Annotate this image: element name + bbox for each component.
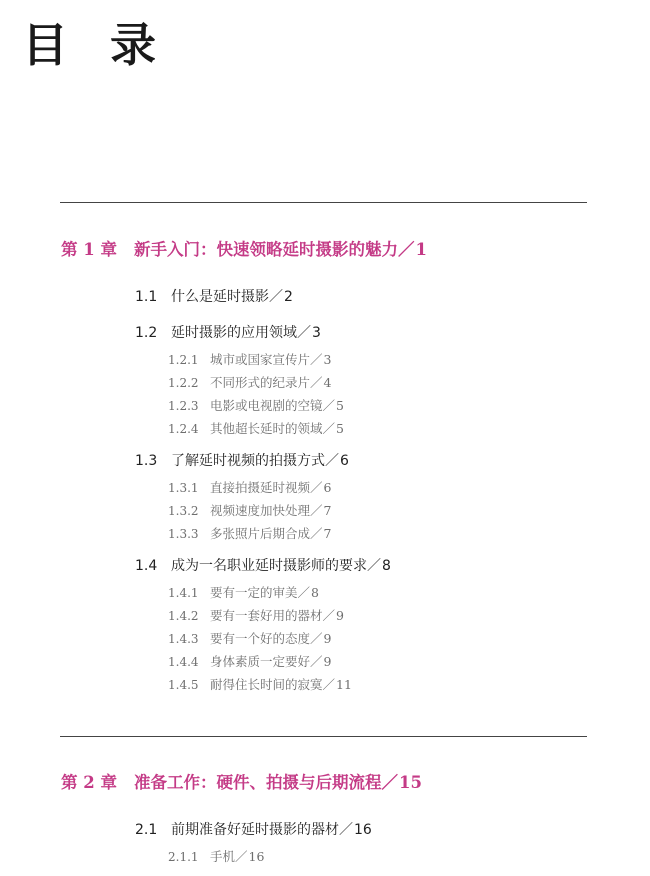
subsection-title: 不同形式的纪录片 [210, 375, 311, 390]
separator: ／ [297, 585, 311, 600]
subsection-number: 1.3.1 [168, 481, 199, 495]
chapter-title: 准备工作：硬件、拍摄与后期流程 [134, 773, 382, 792]
toc-section[interactable] [135, 287, 293, 307]
subsection-title: 多张照片后期合成 [210, 526, 311, 541]
separator: ／ [310, 503, 323, 518]
subsection-number: 1.2.4 [168, 422, 199, 436]
separator: ／ [322, 608, 336, 623]
separator: ／ [367, 558, 381, 574]
subsection-page: 7 [323, 526, 332, 541]
separator: ／ [322, 421, 336, 436]
subsection-number: 1.2.2 [168, 376, 199, 390]
separator: ／ [339, 822, 353, 838]
section-number: 2.1 [135, 822, 158, 838]
toc-section[interactable] [135, 323, 321, 343]
toc-subsection[interactable] [168, 397, 344, 415]
subsection-page: 6 [323, 480, 332, 495]
section-title: 什么是延时摄影 [171, 289, 269, 305]
section-page: 2 [284, 289, 293, 305]
toc-subsection[interactable] [168, 653, 331, 671]
subsection-page: 4 [323, 375, 332, 390]
section-title: 了解延时视频的拍摄方式 [171, 453, 325, 469]
subsection-number: 1.4.5 [168, 678, 199, 692]
toc-subsection[interactable] [168, 420, 344, 438]
separator: ／ [398, 240, 415, 259]
subsection-title: 手机 [210, 849, 236, 864]
toc-subsection[interactable] [168, 630, 331, 648]
separator: ／ [310, 631, 323, 646]
separator: ／ [310, 480, 323, 495]
chapter-divider [60, 202, 587, 203]
separator: ／ [310, 352, 323, 367]
subsection-title: 视频速度加快处理 [210, 503, 311, 518]
toc-subsection[interactable] [168, 848, 264, 866]
subsection-page: 16 [248, 849, 265, 864]
section-number: 1.3 [135, 453, 158, 469]
chapter-divider [60, 736, 587, 737]
separator: ／ [310, 654, 323, 669]
separator: ／ [235, 849, 248, 864]
subsection-title: 身体素质一定要好 [210, 654, 311, 669]
subsection-number: 1.4.3 [168, 632, 199, 646]
page-title: 目录 [22, 18, 198, 72]
separator: ／ [381, 773, 398, 792]
subsection-number: 1.3.3 [168, 527, 199, 541]
toc-section[interactable] [135, 556, 391, 576]
section-number: 1.2 [135, 325, 158, 341]
subsection-page: 9 [323, 654, 332, 669]
subsection-title: 要有一套好用的器材 [210, 608, 323, 623]
section-title: 成为一名职业延时摄影师的要求 [171, 558, 367, 574]
subsection-page: 11 [336, 677, 352, 692]
separator: ／ [269, 289, 283, 305]
subsection-page: 3 [323, 352, 332, 367]
subsection-number: 1.2.1 [168, 353, 199, 367]
subsection-page: 9 [323, 631, 332, 646]
section-title: 延时摄影的应用领域 [171, 325, 297, 341]
chapter-heading[interactable] [61, 239, 427, 261]
subsection-title: 要有一定的审美 [210, 585, 298, 600]
separator: ／ [297, 325, 311, 341]
chapter-page: 15 [399, 773, 422, 792]
section-number: 1.4 [135, 558, 158, 574]
subsection-title: 城市或国家宣传片 [210, 352, 311, 367]
chapter-number: 第 2 章 [61, 773, 117, 792]
subsection-page: 9 [336, 608, 344, 623]
chapter-title: 新手入门：快速领略延时摄影的魅力 [134, 240, 398, 259]
separator: ／ [310, 375, 323, 390]
subsection-page: 7 [323, 503, 332, 518]
subsection-number: 1.4.2 [168, 609, 199, 623]
subsection-number: 2.1.1 [168, 850, 199, 864]
subsection-title: 其他超长延时的领域 [210, 421, 323, 436]
subsection-page: 8 [311, 585, 319, 600]
chapter-number: 第 1 章 [61, 240, 117, 259]
section-page: 3 [312, 325, 321, 341]
subsection-number: 1.4.1 [168, 586, 199, 600]
toc-section[interactable] [135, 820, 372, 840]
toc-subsection[interactable] [168, 607, 344, 625]
toc-subsection[interactable] [168, 502, 331, 520]
section-page: 16 [354, 822, 372, 838]
subsection-number: 1.3.2 [168, 504, 199, 518]
subsection-title: 要有一个好的态度 [210, 631, 311, 646]
subsection-title: 耐得住长时间的寂寞 [210, 677, 323, 692]
subsection-page: 5 [336, 398, 344, 413]
section-page: 6 [340, 453, 349, 469]
subsection-number: 1.4.4 [168, 655, 199, 669]
subsection-page: 5 [336, 421, 344, 436]
toc-subsection[interactable] [168, 584, 319, 602]
chapter-page: 1 [415, 240, 427, 259]
separator: ／ [310, 526, 323, 541]
section-title: 前期准备好延时摄影的器材 [171, 822, 339, 838]
chapter-heading[interactable] [61, 772, 422, 794]
section-page: 8 [382, 558, 391, 574]
separator: ／ [322, 398, 336, 413]
subsection-number: 1.2.3 [168, 399, 199, 413]
toc-subsection[interactable] [168, 479, 331, 497]
toc-subsection[interactable] [168, 374, 331, 392]
subsection-title: 直接拍摄延时视频 [210, 480, 311, 495]
separator: ／ [325, 453, 339, 469]
toc-subsection[interactable] [168, 525, 331, 543]
section-number: 1.1 [135, 289, 158, 305]
toc-section[interactable] [135, 451, 349, 471]
toc-subsection[interactable] [168, 676, 352, 694]
toc-subsection[interactable] [168, 351, 331, 369]
subsection-title: 电影或电视剧的空镜 [210, 398, 323, 413]
separator: ／ [322, 677, 336, 692]
